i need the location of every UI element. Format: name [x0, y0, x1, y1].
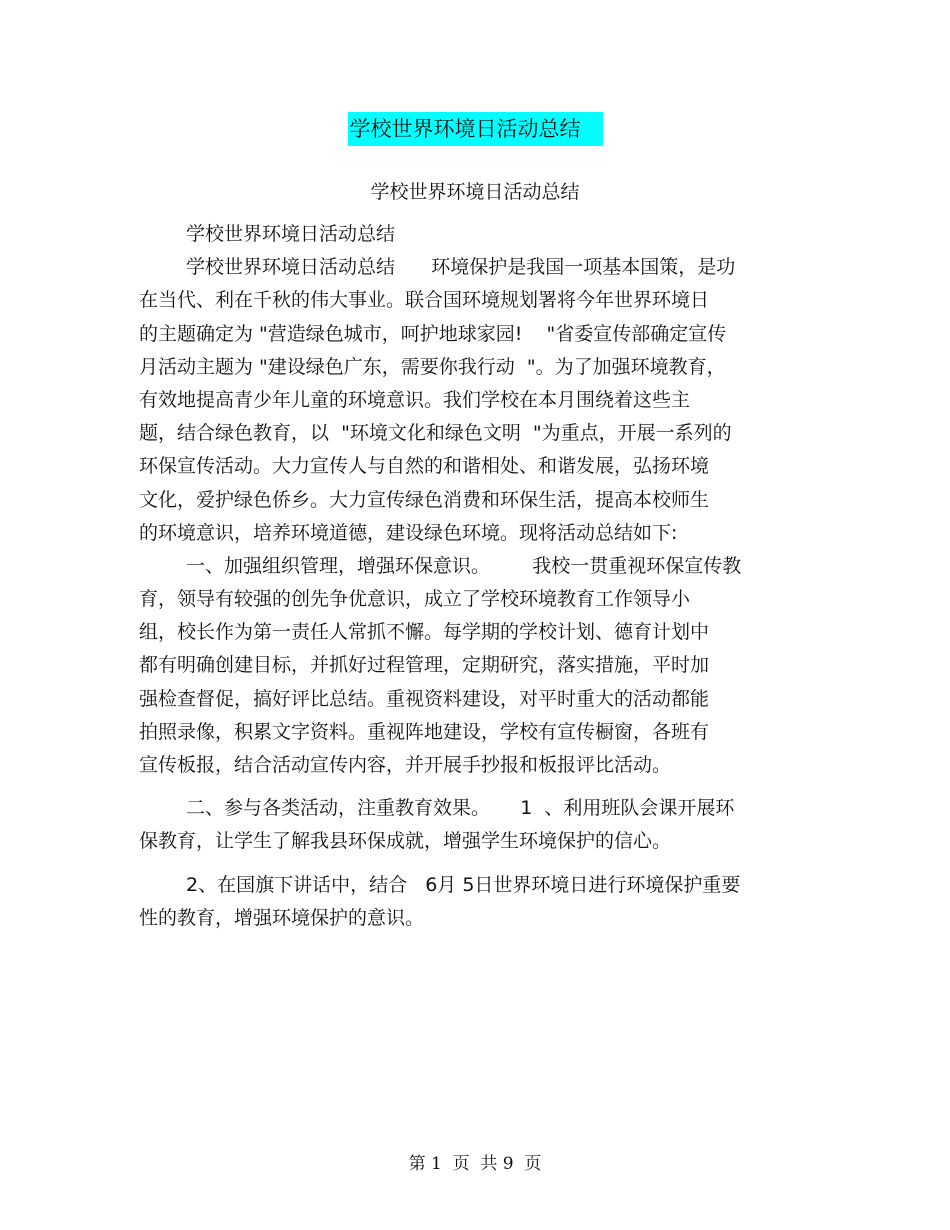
body-line: 文化，爱护绿色侨乡。大力宣传绿色消费和环保生活，提高本校师生: [139, 488, 710, 511]
body-line: 性的教育，增强环境保护的意识。: [139, 906, 425, 929]
body-line: 育，领导有较强的创先争优意识，成立了学校环境教育工作领导小: [139, 588, 691, 611]
body-line: 二、参与各类活动，注重教育效果。 1 、利用班队会课开展环: [186, 797, 735, 820]
body-line: 强检查督促，搞好评比总结。重视资料建设，对平时重大的活动都能: [139, 687, 710, 710]
body-line: 的主题确定为 "营造绿色城市，呵护地球家园! "省委宣传部确定宣传: [139, 322, 727, 345]
body-line: 一、加强组织管理，增强环保意识。 我校一贯重视环保宣传教: [186, 554, 742, 577]
document-body: [139, 218, 799, 935]
body-line: 宣传板报，结合活动宣传内容，并开展手抄报和板报评比活动。: [139, 754, 672, 776]
body-line: 月活动主题为 "建设绿色广东，需要你我行动 "。为了加强环境教育，: [139, 355, 726, 378]
body-line: 保教育，让学生了解我县环保成就，增强学生环境保护的信心。: [139, 830, 672, 853]
body-line: 都有明确创建目标，并抓好过程管理，定期研究，落实措施，平时加: [139, 654, 710, 677]
document-subtitle: 学校世界环境日活动总结: [370, 181, 580, 203]
title-container: [0, 112, 950, 146]
body-line: 的环境意识，培养环境道德，建设绿色环境。现将活动总结如下:: [139, 521, 678, 544]
body-line: 2、在国旗下讲话中，结合 6月 5日世界环境日进行环境保护重要: [186, 873, 741, 896]
body-line: 有效地提高青少年儿童的环境意识。我们学校在本月围绕着这些主: [139, 388, 691, 411]
page-number-footer: 第 1 页 共 9 页: [408, 1154, 542, 1174]
body-line: 拍照录像，积累文字资料。重视阵地建设，学校有宣传橱窗，各班有: [139, 720, 710, 743]
body-line: 学校世界环境日活动总结: [186, 223, 396, 245]
body-line: 学校世界环境日活动总结 环境保护是我国一项基本国策，是功: [186, 256, 736, 279]
body-line: 组，校长作为第一责任人常抓不懈。每学期的学校计划、德育计划中: [139, 621, 710, 644]
body-line: 题，结合绿色教育，以 "环境文化和绿色文明 "为重点，开展一系列的: [139, 422, 732, 445]
body-line: 环保宣传活动。大力宣传人与自然的和谐相处、和谐发展，弘扬环境: [139, 455, 710, 478]
body-line: 在当代、利在千秋的伟大事业。联合国环境规划署将今年世界环境日: [139, 289, 710, 312]
document-title: 学校世界环境日活动总结: [348, 112, 603, 146]
